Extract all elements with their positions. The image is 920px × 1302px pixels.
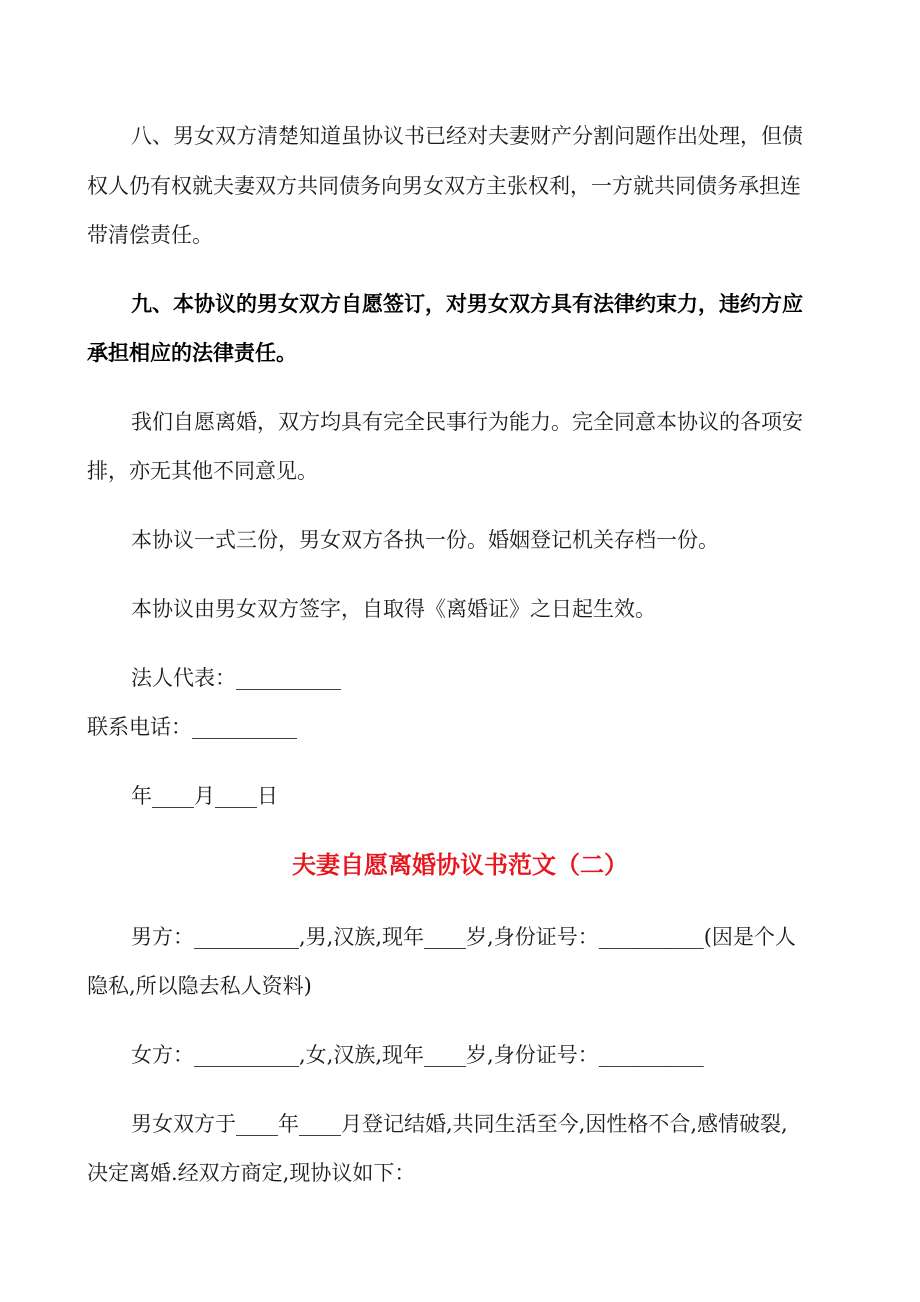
copies-paragraph: 本协议一式三份，男女双方各执一份。婚姻登记机关存档一份。 <box>131 528 719 552</box>
marriage-line-1: 男女双方于____年____月登记结婚,共同生活至今,因性格不合,感情破裂, <box>131 1112 788 1136</box>
effective-paragraph: 本协议由男女双方签字，自取得《离婚证》之日起生效。 <box>131 597 656 621</box>
date-field: 年____月____日 <box>131 784 278 808</box>
clause-9-line-2: 承担相应的法律责任。 <box>87 340 297 365</box>
section-title: 夫妻自愿离婚协议书范文（二） <box>292 850 628 879</box>
legal-representative-field: 法人代表：__________ <box>131 666 341 690</box>
clause-8-line-3: 带清偿责任。 <box>87 223 213 247</box>
male-party-line-1: 男方：__________,男,汉族,现年____岁,身份证号：__________(因是个人 <box>131 925 796 949</box>
clause-8-line-1: 八、男女双方清楚知道虽协议书已经对夫妻财产分割问题作出处理，但债 <box>131 124 803 148</box>
marriage-line-2: 决定离婚.经双方商定,现协议如下： <box>87 1161 416 1185</box>
male-party-line-2: 隐私,所以隐去私人资料) <box>87 974 312 998</box>
voluntary-line-1: 我们自愿离婚，双方均具有完全民事行为能力。完全同意本协议的各项安 <box>131 410 803 434</box>
female-party-line: 女方：__________,女,汉族,现年____岁,身份证号：__________ <box>131 1043 704 1067</box>
clause-9-line-1: 九、本协议的男女双方自愿签订，对男女双方具有法律约束力，违约方应 <box>131 291 803 316</box>
phone-field: 联系电话：__________ <box>87 715 297 739</box>
voluntary-line-2: 排，亦无其他不同意见。 <box>87 459 318 483</box>
clause-8-line-2: 权人仍有权就夫妻双方共同债务向男女双方主张权利，一方就共同债务承担连 <box>87 174 801 198</box>
